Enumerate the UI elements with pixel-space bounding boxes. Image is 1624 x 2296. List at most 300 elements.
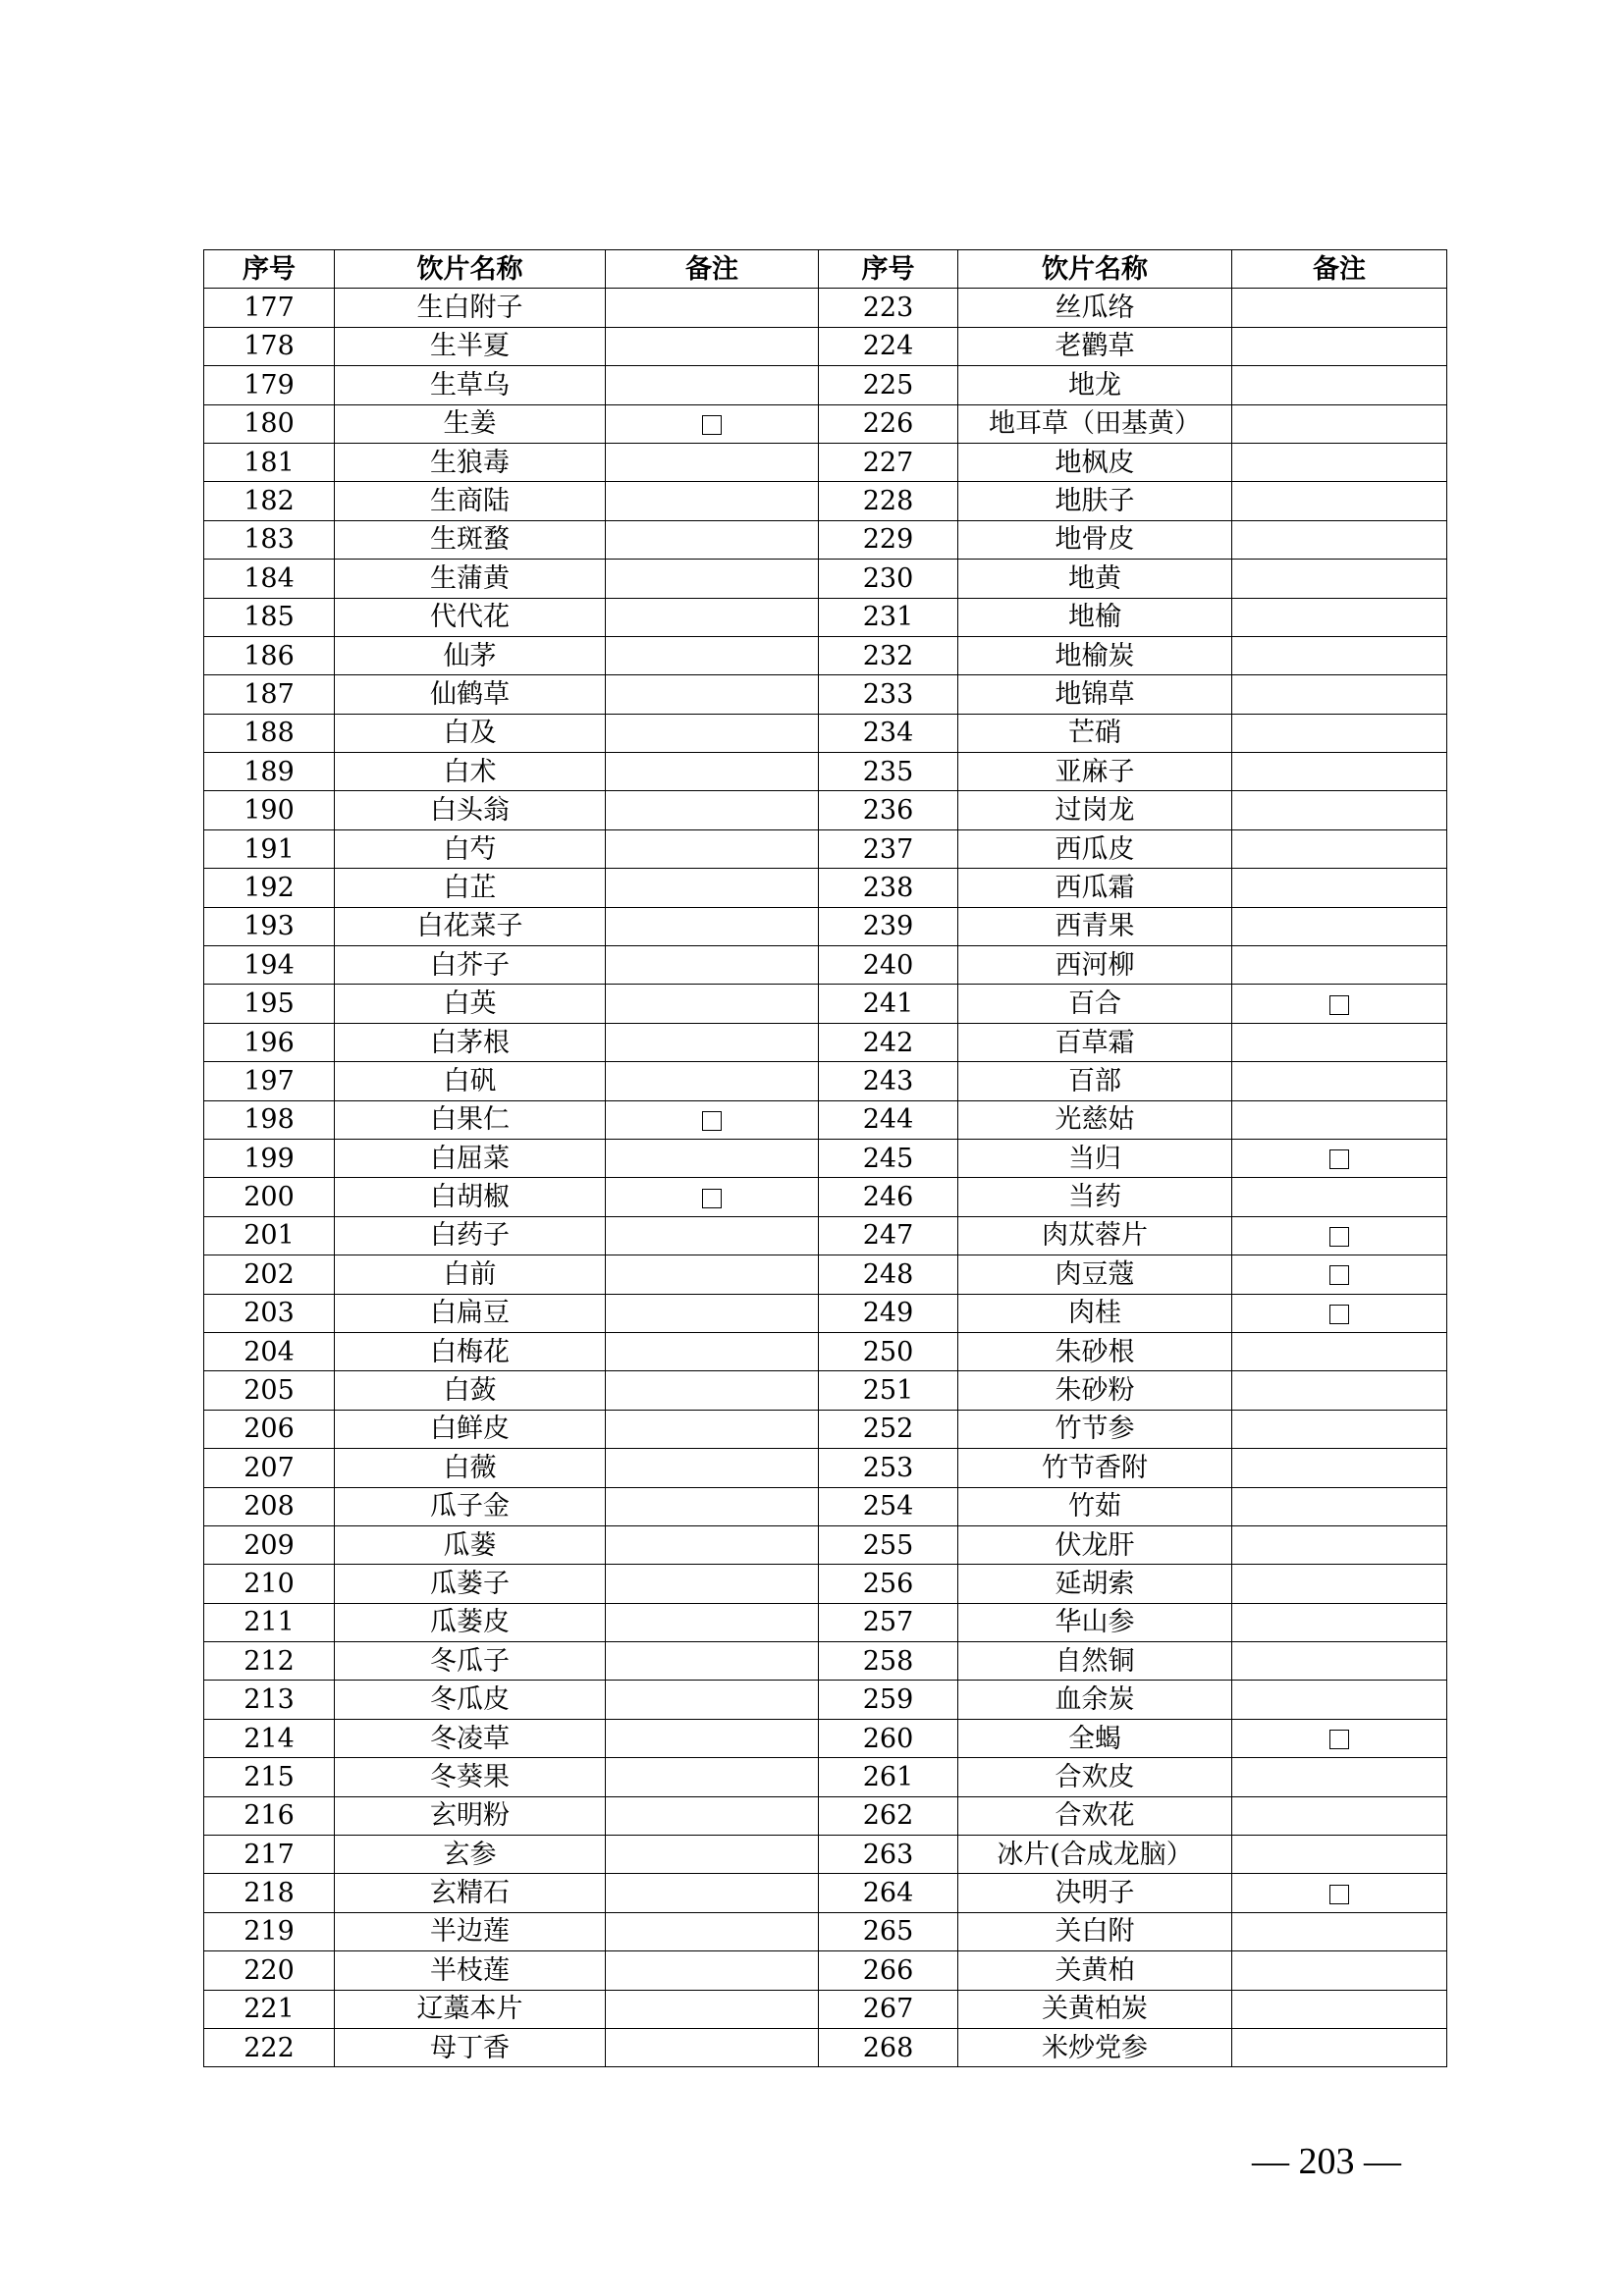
name-cell: 冬凌草 bbox=[335, 1719, 606, 1757]
table-row bbox=[204, 1525, 1447, 1564]
serial-cell: 262 bbox=[819, 1796, 958, 1835]
name-cell: 过岗龙 bbox=[958, 791, 1232, 829]
remark-cell bbox=[606, 1371, 819, 1410]
remark-cell bbox=[1232, 1758, 1447, 1796]
serial-cell: 188 bbox=[204, 714, 335, 752]
remark-cell bbox=[606, 1796, 819, 1835]
table-row bbox=[204, 1603, 1447, 1641]
name-cell: 母丁香 bbox=[335, 2028, 606, 2066]
serial-cell: 268 bbox=[819, 2028, 958, 2066]
name-cell: 瓜蒌皮 bbox=[335, 1603, 606, 1641]
remark-cell bbox=[1232, 1990, 1447, 2028]
table-row bbox=[204, 1642, 1447, 1681]
serial-cell: 204 bbox=[204, 1332, 335, 1370]
remark-cell bbox=[1232, 1874, 1447, 1912]
name-cell: 地龙 bbox=[958, 366, 1232, 404]
remark-cell bbox=[1232, 443, 1447, 481]
header-remark-right: 备注 bbox=[1232, 250, 1447, 289]
name-cell: 地耳草（田基黄） bbox=[958, 404, 1232, 443]
remark-cell bbox=[1232, 366, 1447, 404]
serial-cell: 248 bbox=[819, 1255, 958, 1294]
serial-cell: 196 bbox=[204, 1023, 335, 1061]
name-cell: 玄明粉 bbox=[335, 1796, 606, 1835]
remark-cell bbox=[1232, 1023, 1447, 1061]
name-cell: 生白附子 bbox=[335, 289, 606, 327]
remark-checkbox-mark bbox=[1329, 1885, 1349, 1904]
remark-cell bbox=[606, 1294, 819, 1332]
header-remark-left: 备注 bbox=[606, 250, 819, 289]
serial-cell: 265 bbox=[819, 1912, 958, 1950]
remark-cell bbox=[606, 829, 819, 868]
table-row bbox=[204, 598, 1447, 636]
remark-cell bbox=[1232, 1216, 1447, 1255]
remark-cell bbox=[606, 1178, 819, 1216]
remark-cell bbox=[1232, 1371, 1447, 1410]
name-cell: 地榆 bbox=[958, 598, 1232, 636]
table-row bbox=[204, 560, 1447, 598]
remark-cell bbox=[1232, 1951, 1447, 1990]
remark-cell bbox=[1232, 869, 1447, 907]
remark-cell bbox=[606, 2028, 819, 2066]
table-row bbox=[204, 946, 1447, 985]
serial-cell: 218 bbox=[204, 1874, 335, 1912]
remark-cell bbox=[1232, 598, 1447, 636]
remark-checkbox-mark bbox=[1329, 1265, 1349, 1285]
remark-cell bbox=[606, 1912, 819, 1950]
name-cell: 地榆炭 bbox=[958, 636, 1232, 674]
table-row bbox=[204, 1758, 1447, 1796]
remark-cell bbox=[606, 714, 819, 752]
serial-cell: 230 bbox=[819, 560, 958, 598]
remark-cell bbox=[1232, 985, 1447, 1023]
remark-cell bbox=[1232, 1449, 1447, 1487]
name-cell: 地锦草 bbox=[958, 675, 1232, 714]
name-cell: 全蝎 bbox=[958, 1719, 1232, 1757]
serial-cell: 199 bbox=[204, 1139, 335, 1177]
remark-cell bbox=[1232, 327, 1447, 365]
remark-cell bbox=[1232, 714, 1447, 752]
name-cell: 白扁豆 bbox=[335, 1294, 606, 1332]
table-row bbox=[204, 404, 1447, 443]
serial-cell: 203 bbox=[204, 1294, 335, 1332]
remark-cell bbox=[606, 791, 819, 829]
name-cell: 西河柳 bbox=[958, 946, 1232, 985]
name-cell: 竹茹 bbox=[958, 1487, 1232, 1525]
remark-cell bbox=[1232, 946, 1447, 985]
name-cell: 冬瓜子 bbox=[335, 1642, 606, 1681]
remark-cell bbox=[1232, 636, 1447, 674]
name-cell: 瓜子金 bbox=[335, 1487, 606, 1525]
table-row bbox=[204, 1332, 1447, 1370]
remark-cell bbox=[1232, 675, 1447, 714]
header-serial-right: 序号 bbox=[819, 250, 958, 289]
serial-cell: 209 bbox=[204, 1525, 335, 1564]
serial-cell: 191 bbox=[204, 829, 335, 868]
name-cell: 当药 bbox=[958, 1178, 1232, 1216]
name-cell: 白梅花 bbox=[335, 1332, 606, 1370]
name-cell: 冰片(合成龙脑） bbox=[958, 1836, 1232, 1874]
name-cell: 米炒党参 bbox=[958, 2028, 1232, 2066]
serial-cell: 258 bbox=[819, 1642, 958, 1681]
name-cell: 合欢皮 bbox=[958, 1758, 1232, 1796]
name-cell: 白芷 bbox=[335, 869, 606, 907]
serial-cell: 264 bbox=[819, 1874, 958, 1912]
herbal-pieces-table bbox=[203, 249, 1447, 2067]
name-cell: 白鲜皮 bbox=[335, 1410, 606, 1448]
name-cell: 肉豆蔻 bbox=[958, 1255, 1232, 1294]
remark-cell bbox=[1232, 1062, 1447, 1100]
serial-cell: 229 bbox=[819, 520, 958, 559]
remark-cell bbox=[1232, 1100, 1447, 1139]
remark-cell bbox=[606, 1023, 819, 1061]
serial-cell: 228 bbox=[819, 482, 958, 520]
table-row bbox=[204, 443, 1447, 481]
serial-cell: 184 bbox=[204, 560, 335, 598]
serial-cell: 192 bbox=[204, 869, 335, 907]
serial-cell: 180 bbox=[204, 404, 335, 443]
name-cell: 光慈姑 bbox=[958, 1100, 1232, 1139]
serial-cell: 211 bbox=[204, 1603, 335, 1641]
remark-cell bbox=[1232, 289, 1447, 327]
serial-cell: 252 bbox=[819, 1410, 958, 1448]
table-row bbox=[204, 520, 1447, 559]
remark-cell bbox=[1232, 791, 1447, 829]
table-row bbox=[204, 327, 1447, 365]
name-cell: 肉苁蓉片 bbox=[958, 1216, 1232, 1255]
serial-cell: 182 bbox=[204, 482, 335, 520]
remark-cell bbox=[1232, 482, 1447, 520]
table-row bbox=[204, 1836, 1447, 1874]
name-cell: 白药子 bbox=[335, 1216, 606, 1255]
serial-cell: 195 bbox=[204, 985, 335, 1023]
table-row bbox=[204, 1410, 1447, 1448]
name-cell: 冬瓜皮 bbox=[335, 1681, 606, 1719]
remark-cell bbox=[1232, 753, 1447, 791]
table-row bbox=[204, 1990, 1447, 2028]
serial-cell: 198 bbox=[204, 1100, 335, 1139]
serial-cell: 186 bbox=[204, 636, 335, 674]
serial-cell: 226 bbox=[819, 404, 958, 443]
remark-cell bbox=[1232, 1178, 1447, 1216]
name-cell: 决明子 bbox=[958, 1874, 1232, 1912]
remark-cell bbox=[606, 907, 819, 945]
serial-cell: 261 bbox=[819, 1758, 958, 1796]
serial-cell: 236 bbox=[819, 791, 958, 829]
name-cell: 关黄柏 bbox=[958, 1951, 1232, 1990]
name-cell: 生半夏 bbox=[335, 327, 606, 365]
remark-cell bbox=[1232, 1410, 1447, 1448]
name-cell: 生草乌 bbox=[335, 366, 606, 404]
remark-cell bbox=[606, 1603, 819, 1641]
remark-cell bbox=[606, 1062, 819, 1100]
name-cell: 白及 bbox=[335, 714, 606, 752]
header-name-left: 饮片名称 bbox=[335, 250, 606, 289]
remark-cell bbox=[606, 1255, 819, 1294]
name-cell: 生商陆 bbox=[335, 482, 606, 520]
remark-cell bbox=[1232, 1139, 1447, 1177]
remark-checkbox-mark bbox=[1329, 1305, 1349, 1324]
remark-cell bbox=[1232, 1255, 1447, 1294]
name-cell: 丝瓜络 bbox=[958, 289, 1232, 327]
remark-cell bbox=[606, 366, 819, 404]
serial-cell: 215 bbox=[204, 1758, 335, 1796]
serial-cell: 214 bbox=[204, 1719, 335, 1757]
serial-cell: 194 bbox=[204, 946, 335, 985]
table-row bbox=[204, 907, 1447, 945]
serial-cell: 205 bbox=[204, 1371, 335, 1410]
table-row bbox=[204, 1294, 1447, 1332]
name-cell: 地肤子 bbox=[958, 482, 1232, 520]
remark-cell bbox=[1232, 1525, 1447, 1564]
remark-cell bbox=[1232, 1836, 1447, 1874]
serial-cell: 233 bbox=[819, 675, 958, 714]
table-row bbox=[204, 1255, 1447, 1294]
table-row bbox=[204, 829, 1447, 868]
table-row bbox=[204, 791, 1447, 829]
serial-cell: 187 bbox=[204, 675, 335, 714]
table-row bbox=[204, 869, 1447, 907]
name-cell: 地黄 bbox=[958, 560, 1232, 598]
remark-cell bbox=[606, 1990, 819, 2028]
remark-cell bbox=[1232, 560, 1447, 598]
serial-cell: 240 bbox=[819, 946, 958, 985]
serial-cell: 207 bbox=[204, 1449, 335, 1487]
remark-cell bbox=[606, 1874, 819, 1912]
remark-cell bbox=[606, 289, 819, 327]
serial-cell: 181 bbox=[204, 443, 335, 481]
name-cell: 老鹳草 bbox=[958, 327, 1232, 365]
remark-checkbox-mark bbox=[1329, 1730, 1349, 1749]
remark-cell bbox=[1232, 1642, 1447, 1681]
name-cell: 代代花 bbox=[335, 598, 606, 636]
name-cell: 西瓜皮 bbox=[958, 829, 1232, 868]
remark-cell bbox=[606, 753, 819, 791]
remark-checkbox-mark bbox=[1329, 1227, 1349, 1247]
name-cell: 血余炭 bbox=[958, 1681, 1232, 1719]
serial-cell: 255 bbox=[819, 1525, 958, 1564]
serial-cell: 177 bbox=[204, 289, 335, 327]
serial-cell: 250 bbox=[819, 1332, 958, 1370]
name-cell: 竹节香附 bbox=[958, 1449, 1232, 1487]
table-row bbox=[204, 1023, 1447, 1061]
name-cell: 玄精石 bbox=[335, 1874, 606, 1912]
header-serial-left: 序号 bbox=[204, 250, 335, 289]
page-number: — 203 — bbox=[1252, 2141, 1401, 2182]
name-cell: 玄参 bbox=[335, 1836, 606, 1874]
serial-cell: 253 bbox=[819, 1449, 958, 1487]
remark-cell bbox=[606, 1410, 819, 1448]
serial-cell: 245 bbox=[819, 1139, 958, 1177]
serial-cell: 222 bbox=[204, 2028, 335, 2066]
remark-cell bbox=[1232, 1719, 1447, 1757]
name-cell: 白茅根 bbox=[335, 1023, 606, 1061]
name-cell: 白薇 bbox=[335, 1449, 606, 1487]
remark-cell bbox=[1232, 1565, 1447, 1603]
name-cell: 白头翁 bbox=[335, 791, 606, 829]
remark-cell bbox=[606, 1216, 819, 1255]
name-cell: 瓜蒌 bbox=[335, 1525, 606, 1564]
serial-cell: 254 bbox=[819, 1487, 958, 1525]
name-cell: 白芍 bbox=[335, 829, 606, 868]
name-cell: 半枝莲 bbox=[335, 1951, 606, 1990]
table-header-row bbox=[204, 250, 1447, 289]
serial-cell: 234 bbox=[819, 714, 958, 752]
remark-cell bbox=[606, 675, 819, 714]
remark-cell bbox=[1232, 1603, 1447, 1641]
remark-cell bbox=[1232, 1681, 1447, 1719]
name-cell: 延胡索 bbox=[958, 1565, 1232, 1603]
remark-cell bbox=[606, 598, 819, 636]
name-cell: 仙茅 bbox=[335, 636, 606, 674]
name-cell: 白花菜子 bbox=[335, 907, 606, 945]
serial-cell: 239 bbox=[819, 907, 958, 945]
remark-checkbox-mark bbox=[702, 1111, 722, 1131]
serial-cell: 221 bbox=[204, 1990, 335, 2028]
serial-cell: 235 bbox=[819, 753, 958, 791]
name-cell: 西青果 bbox=[958, 907, 1232, 945]
table-row bbox=[204, 1565, 1447, 1603]
remark-cell bbox=[1232, 1332, 1447, 1370]
serial-cell: 213 bbox=[204, 1681, 335, 1719]
serial-cell: 217 bbox=[204, 1836, 335, 1874]
table-row bbox=[204, 482, 1447, 520]
remark-cell bbox=[1232, 1796, 1447, 1835]
remark-cell bbox=[606, 1525, 819, 1564]
serial-cell: 208 bbox=[204, 1487, 335, 1525]
serial-cell: 216 bbox=[204, 1796, 335, 1835]
table-row bbox=[204, 753, 1447, 791]
name-cell: 白矾 bbox=[335, 1062, 606, 1100]
serial-cell: 263 bbox=[819, 1836, 958, 1874]
table-row bbox=[204, 1139, 1447, 1177]
serial-cell: 247 bbox=[819, 1216, 958, 1255]
name-cell: 朱砂根 bbox=[958, 1332, 1232, 1370]
serial-cell: 201 bbox=[204, 1216, 335, 1255]
remark-cell bbox=[606, 1487, 819, 1525]
serial-cell: 232 bbox=[819, 636, 958, 674]
name-cell: 瓜蒌子 bbox=[335, 1565, 606, 1603]
name-cell: 百部 bbox=[958, 1062, 1232, 1100]
serial-cell: 249 bbox=[819, 1294, 958, 1332]
name-cell: 地骨皮 bbox=[958, 520, 1232, 559]
name-cell: 半边莲 bbox=[335, 1912, 606, 1950]
remark-cell bbox=[606, 1332, 819, 1370]
serial-cell: 266 bbox=[819, 1951, 958, 1990]
name-cell: 辽藁本片 bbox=[335, 1990, 606, 2028]
name-cell: 竹节参 bbox=[958, 1410, 1232, 1448]
serial-cell: 200 bbox=[204, 1178, 335, 1216]
table-row bbox=[204, 1062, 1447, 1100]
remark-cell bbox=[606, 1951, 819, 1990]
serial-cell: 190 bbox=[204, 791, 335, 829]
serial-cell: 185 bbox=[204, 598, 335, 636]
table-row bbox=[204, 1216, 1447, 1255]
table-row bbox=[204, 1371, 1447, 1410]
serial-cell: 227 bbox=[819, 443, 958, 481]
remark-cell bbox=[1232, 1294, 1447, 1332]
remark-cell bbox=[606, 1642, 819, 1681]
name-cell: 百合 bbox=[958, 985, 1232, 1023]
name-cell: 芒硝 bbox=[958, 714, 1232, 752]
serial-cell: 206 bbox=[204, 1410, 335, 1448]
serial-cell: 219 bbox=[204, 1912, 335, 1950]
table-row bbox=[204, 366, 1447, 404]
table-row bbox=[204, 985, 1447, 1023]
table-row bbox=[204, 1951, 1447, 1990]
remark-cell bbox=[606, 1836, 819, 1874]
serial-cell: 244 bbox=[819, 1100, 958, 1139]
header-name-right: 饮片名称 bbox=[958, 250, 1232, 289]
table-row bbox=[204, 1449, 1447, 1487]
name-cell: 肉桂 bbox=[958, 1294, 1232, 1332]
remark-checkbox-mark bbox=[1329, 1149, 1349, 1169]
name-cell: 生姜 bbox=[335, 404, 606, 443]
remark-cell bbox=[606, 1719, 819, 1757]
serial-cell: 238 bbox=[819, 869, 958, 907]
remark-cell bbox=[606, 404, 819, 443]
serial-cell: 189 bbox=[204, 753, 335, 791]
serial-cell: 183 bbox=[204, 520, 335, 559]
name-cell: 西瓜霜 bbox=[958, 869, 1232, 907]
table-row bbox=[204, 1100, 1447, 1139]
name-cell: 亚麻子 bbox=[958, 753, 1232, 791]
table-row bbox=[204, 2028, 1447, 2066]
name-cell: 百草霜 bbox=[958, 1023, 1232, 1061]
remark-cell bbox=[1232, 404, 1447, 443]
table-row bbox=[204, 714, 1447, 752]
serial-cell: 231 bbox=[819, 598, 958, 636]
remark-cell bbox=[1232, 2028, 1447, 2066]
serial-cell: 178 bbox=[204, 327, 335, 365]
table-row bbox=[204, 1178, 1447, 1216]
remark-cell bbox=[606, 1681, 819, 1719]
table-row bbox=[204, 636, 1447, 674]
name-cell: 生狼毒 bbox=[335, 443, 606, 481]
name-cell: 白术 bbox=[335, 753, 606, 791]
serial-cell: 243 bbox=[819, 1062, 958, 1100]
serial-cell: 246 bbox=[819, 1178, 958, 1216]
serial-cell: 260 bbox=[819, 1719, 958, 1757]
table-row bbox=[204, 1874, 1447, 1912]
remark-checkbox-mark bbox=[702, 1189, 722, 1208]
remark-cell bbox=[606, 636, 819, 674]
remark-cell bbox=[606, 560, 819, 598]
serial-cell: 237 bbox=[819, 829, 958, 868]
name-cell: 华山参 bbox=[958, 1603, 1232, 1641]
table-row bbox=[204, 1487, 1447, 1525]
name-cell: 仙鹤草 bbox=[335, 675, 606, 714]
serial-cell: 251 bbox=[819, 1371, 958, 1410]
serial-cell: 256 bbox=[819, 1565, 958, 1603]
name-cell: 白芥子 bbox=[335, 946, 606, 985]
remark-checkbox-mark bbox=[1329, 995, 1349, 1015]
serial-cell: 225 bbox=[819, 366, 958, 404]
serial-cell: 223 bbox=[819, 289, 958, 327]
serial-cell: 259 bbox=[819, 1681, 958, 1719]
serial-cell: 179 bbox=[204, 366, 335, 404]
remark-cell bbox=[606, 946, 819, 985]
name-cell: 白英 bbox=[335, 985, 606, 1023]
table-row bbox=[204, 675, 1447, 714]
name-cell: 白胡椒 bbox=[335, 1178, 606, 1216]
name-cell: 冬葵果 bbox=[335, 1758, 606, 1796]
remark-cell bbox=[606, 1565, 819, 1603]
serial-cell: 224 bbox=[819, 327, 958, 365]
remark-cell bbox=[606, 520, 819, 559]
name-cell: 白屈菜 bbox=[335, 1139, 606, 1177]
remark-cell bbox=[606, 869, 819, 907]
remark-cell bbox=[606, 327, 819, 365]
